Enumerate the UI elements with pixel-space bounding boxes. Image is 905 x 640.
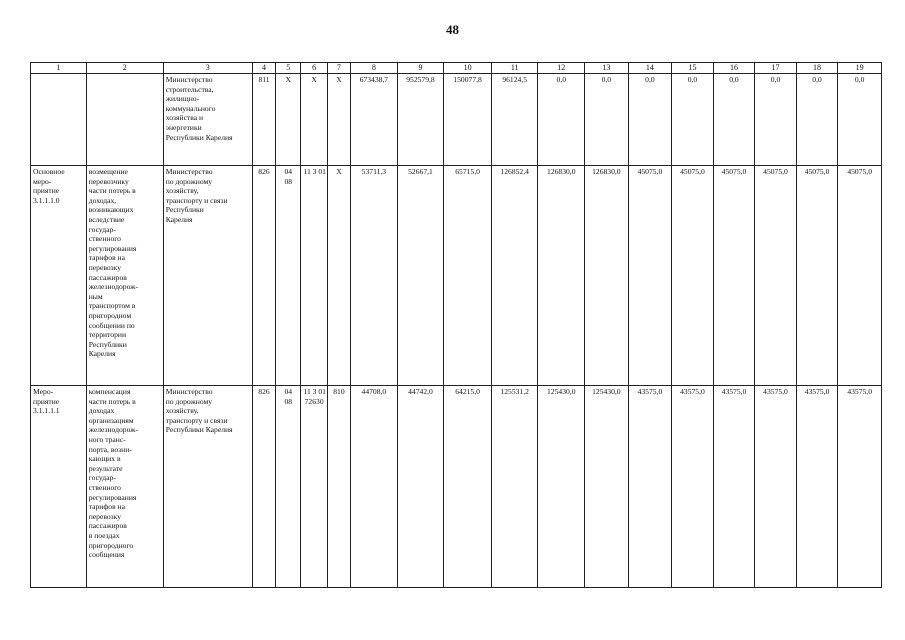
cell-col-c5: [276, 166, 301, 386]
cell-col-c7: Х: [327, 74, 350, 166]
cell-col-c2: [86, 386, 163, 588]
cell-col-c6: [301, 166, 327, 386]
cell-line: пригородного: [88, 540, 134, 550]
table-row: [31, 166, 882, 386]
cell-line: доходах,: [88, 195, 117, 205]
cell-line: 72630: [304, 396, 324, 406]
cell-line: железнодорож-: [88, 282, 138, 292]
value-cell: 43575,0: [672, 386, 714, 588]
value-cell: 126830,0: [538, 166, 585, 386]
cell-line: ным: [88, 291, 103, 301]
header-cell: 10: [444, 63, 492, 74]
header-cell: 12: [538, 63, 585, 74]
cell-line: перевозчику: [88, 176, 129, 186]
cell-line: ного транс-: [88, 434, 126, 444]
cell-col-c6: [301, 386, 327, 588]
cell-line: энергетики: [165, 122, 202, 132]
cell-line: вследствие: [88, 214, 125, 224]
cell-col-c1: [31, 386, 87, 588]
value-cell: 952579,8: [397, 74, 444, 166]
cell-line: пригородном: [88, 310, 132, 320]
header-cell: 2: [86, 63, 163, 74]
cell-line: транспорту и связи: [165, 195, 228, 205]
value-cell: 44742,0: [397, 386, 444, 588]
cell-line: железнодорож-: [88, 425, 138, 435]
cell-line: меро-: [33, 176, 52, 186]
cell-line: части потерь в: [88, 186, 136, 196]
value-cell: 673438,7: [351, 74, 398, 166]
cell-line: пассажиров: [88, 272, 127, 282]
cell-line: Республики Карелия: [165, 132, 233, 142]
cell-line: кающих в: [88, 454, 121, 464]
cell-line: государ-: [88, 473, 116, 483]
value-cell: 44708,0: [351, 386, 398, 588]
value-cell: 125430,0: [585, 386, 629, 588]
value-cell: 0,0: [713, 74, 755, 166]
cell-line: Основное: [33, 167, 65, 176]
value-cell: 43575,0: [713, 386, 755, 588]
cell-line: строительства,: [165, 84, 214, 94]
cell-line: перевозку: [88, 262, 122, 272]
cell-line: ственного: [88, 482, 121, 492]
header-cell: 9: [397, 63, 444, 74]
value-cell: 52667,1: [397, 166, 444, 386]
cell-line: хозяйства и: [165, 113, 204, 123]
value-cell: 43575,0: [838, 386, 882, 588]
cell-line: Министерство: [165, 167, 213, 176]
cell-line: перевозку: [88, 511, 122, 521]
value-cell: 126830,0: [585, 166, 629, 386]
cell-line: результате: [88, 463, 123, 473]
cell-col-c1: [31, 74, 87, 166]
header-cell: 13: [585, 63, 629, 74]
value-cell: 125531,2: [491, 386, 538, 588]
cell-line: в поездах: [88, 530, 120, 540]
cell-line: тарифов на: [88, 253, 125, 263]
cell-line: 3.1.1.1.1: [33, 406, 60, 416]
cell-line: ственного: [88, 234, 121, 244]
value-cell: 96124,5: [491, 74, 538, 166]
cell-line: 3.1.1.1.0: [33, 195, 60, 205]
cell-col-c7: 810: [327, 386, 350, 588]
cell-col-c5: [276, 386, 301, 588]
cell-line: коммунального: [165, 103, 216, 113]
header-cell: 3: [163, 63, 252, 74]
cell-col-c3: [163, 386, 252, 588]
cell-line: сообщении по: [88, 320, 135, 330]
cell-line: 11 3 01: [303, 167, 326, 176]
cell-line: 11 3 01: [303, 387, 326, 396]
value-cell: 150077,8: [444, 74, 492, 166]
cell-col-c4: 826: [252, 386, 275, 588]
page-number: 48: [446, 22, 459, 37]
cell-line: по дорожному: [165, 396, 213, 406]
value-cell: 0,0: [672, 74, 714, 166]
cell-line: 04: [284, 167, 293, 176]
cell-line: транспорту и связи: [165, 415, 228, 425]
value-cell: 0,0: [628, 74, 672, 166]
header-cell: 17: [755, 63, 797, 74]
value-cell: 43575,0: [796, 386, 838, 588]
value-cell: 53711,3: [351, 166, 398, 386]
cell-line: хозяйству,: [165, 186, 199, 196]
table-row: [31, 74, 882, 166]
cell-col-c1: [31, 166, 87, 386]
cell-line: регулирования: [88, 243, 137, 253]
header-cell: 1: [31, 63, 87, 74]
value-cell: 0,0: [538, 74, 585, 166]
cell-line: государ-: [88, 224, 116, 234]
cell-line: тарифов на: [88, 502, 125, 512]
cell-line: 04: [284, 387, 293, 396]
cell-col-c3: [163, 74, 252, 166]
cell-line: хозяйству,: [165, 406, 199, 416]
header-cell: 4: [252, 63, 275, 74]
cell-col-c7: Х: [327, 166, 350, 386]
header-cell: 8: [351, 63, 398, 74]
value-cell: 43575,0: [628, 386, 672, 588]
cell-line: Х: [285, 75, 292, 84]
value-cell: 64215,0: [444, 386, 492, 588]
cell-line: части потерь в: [88, 396, 136, 406]
cell-col-c3: [163, 166, 252, 386]
value-cell: 126852,4: [491, 166, 538, 386]
cell-col-c5: [276, 74, 301, 166]
cell-line: сообщения: [88, 550, 125, 560]
cell-line: Республики Карелия: [165, 425, 233, 435]
value-cell: 45075,0: [672, 166, 714, 386]
header-cell: 14: [628, 63, 672, 74]
cell-line: Карелия: [165, 214, 193, 224]
cell-line: Карелия: [88, 349, 116, 359]
value-cell: 45075,0: [755, 166, 797, 386]
cell-line: организациям: [88, 415, 134, 425]
header-cell: 11: [491, 63, 538, 74]
cell-col-c6: [301, 74, 327, 166]
cell-line: пассажиров: [88, 521, 127, 531]
cell-line: приятие: [33, 396, 60, 406]
cell-line: приятие: [33, 186, 60, 196]
value-cell: 65715,0: [444, 166, 492, 386]
cell-col-c2: [86, 74, 163, 166]
cell-line: доходах: [88, 406, 115, 416]
header-cell: 5: [276, 63, 301, 74]
cell-line: возмещение: [88, 167, 128, 176]
cell-line: Министерство: [165, 387, 213, 396]
cell-line: транспортом в: [88, 301, 136, 311]
cell-line: возникающих: [88, 205, 134, 215]
header-cell: 16: [713, 63, 755, 74]
header-cell: 18: [796, 63, 838, 74]
value-cell: 45075,0: [628, 166, 672, 386]
cell-line: Республики: [165, 205, 204, 215]
value-cell: 0,0: [585, 74, 629, 166]
cell-line: 08: [284, 176, 293, 186]
value-cell: 43575,0: [755, 386, 797, 588]
cell-col-c2: [86, 166, 163, 386]
cell-line: по дорожному: [165, 176, 213, 186]
value-cell: 45075,0: [713, 166, 755, 386]
value-cell: 0,0: [755, 74, 797, 166]
cell-line: Меро-: [33, 387, 54, 396]
cell-line: жилищно-: [165, 94, 200, 104]
cell-col-c4: 826: [252, 166, 275, 386]
cell-line: территории: [88, 330, 127, 340]
cell-line: Х: [311, 75, 317, 84]
header-cell: 7: [327, 63, 350, 74]
cell-line: компенсация: [88, 387, 131, 396]
value-cell: 0,0: [838, 74, 882, 166]
header-row: [31, 63, 882, 74]
header-cell: 15: [672, 63, 714, 74]
cell-line: Министерство: [165, 75, 213, 84]
cell-line: Республики: [88, 339, 127, 349]
value-cell: 45075,0: [838, 166, 882, 386]
cell-line: 08: [284, 396, 293, 406]
header-cell: 19: [838, 63, 882, 74]
table-row: [31, 386, 882, 588]
header-cell: 6: [301, 63, 327, 74]
value-cell: 0,0: [796, 74, 838, 166]
cell-line: регулирования: [88, 492, 137, 502]
value-cell: 125430,0: [538, 386, 585, 588]
value-cell: 45075,0: [796, 166, 838, 386]
cell-line: порта, возни-: [88, 444, 132, 454]
budget-table: [30, 62, 882, 588]
cell-col-c4: 811: [252, 74, 275, 166]
